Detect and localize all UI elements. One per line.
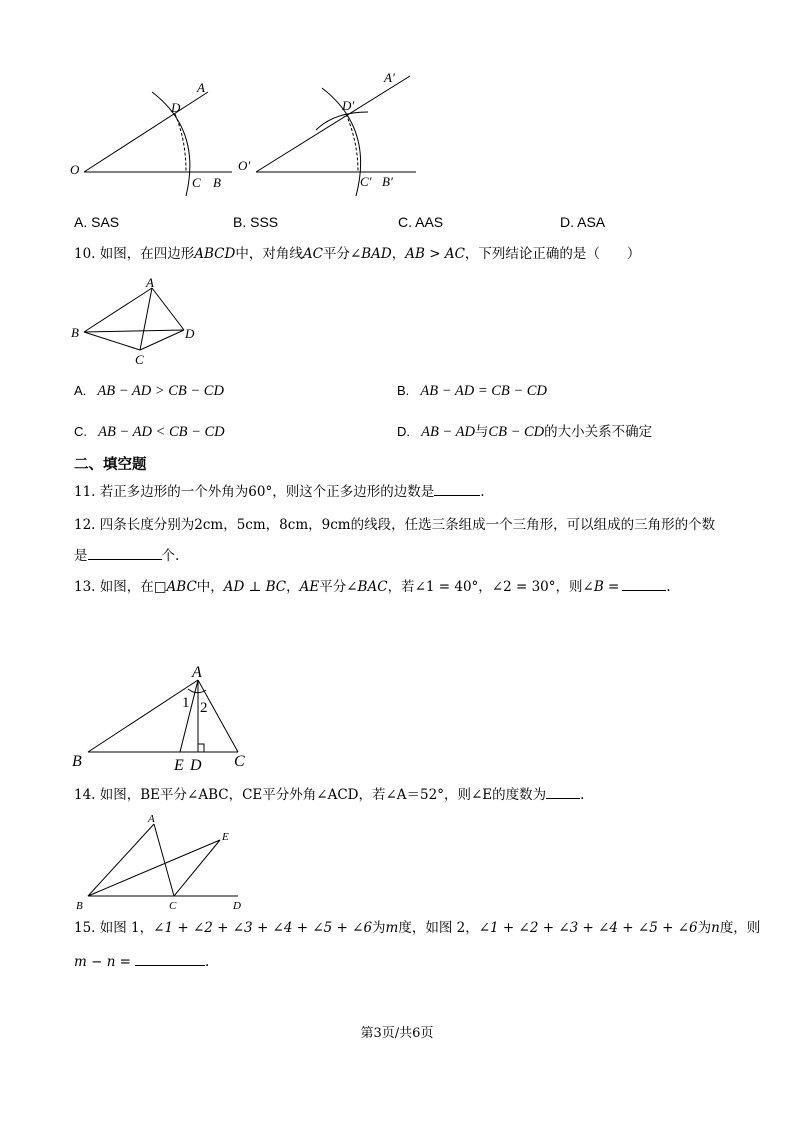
label-b: B: [72, 753, 82, 770]
q9-option-a: A. SAS: [74, 214, 120, 230]
page-footer: 第3页/共6页: [360, 1026, 434, 1041]
q12-line2: [74, 547, 179, 565]
q15-a: 为: [372, 920, 386, 936]
q13-d: ，若: [387, 579, 415, 595]
q10-option-d: [397, 421, 652, 441]
q11-val: 60°: [248, 484, 273, 500]
seg-ae: [180, 680, 198, 752]
q13: [74, 578, 671, 596]
q14: [74, 786, 584, 804]
q13-e: ，: [478, 579, 492, 595]
seg-ac: [154, 824, 174, 896]
q10-option-d-end: 的大小关系不确定: [544, 424, 653, 440]
seg-ce: [174, 840, 220, 896]
seg-be: [88, 840, 220, 896]
label-o: O: [70, 162, 80, 177]
label-c: C: [169, 900, 177, 912]
q10-option-c-text: AB − AD < CB − CD: [98, 424, 225, 440]
q14-end: .: [580, 787, 585, 803]
q13-perp: AD ⊥ BC: [223, 579, 287, 595]
q15-n: n: [711, 920, 720, 936]
label-a: A: [192, 664, 202, 681]
q15-line2: [74, 953, 209, 971]
q10-stem-c: 平分: [322, 246, 350, 262]
label-a: A: [146, 275, 154, 290]
arc-dashed: [175, 114, 186, 172]
q10-option-d-math2: CB − CD: [488, 424, 545, 440]
label-e: E: [222, 831, 229, 843]
label-angle-2: 2: [200, 700, 208, 716]
q10-stem-b: 中，对角线: [235, 246, 303, 262]
q15-end: .: [205, 954, 210, 970]
seg-ad: [152, 288, 184, 330]
seg-cd: [140, 330, 184, 350]
label-b: B: [71, 325, 79, 340]
q9-option-b: B. SSS: [233, 214, 279, 230]
q10-quad: ABCD: [194, 246, 236, 262]
q13-ae: AE: [299, 579, 320, 595]
seg-ab: [84, 288, 152, 332]
q13-answer-blank[interactable]: [622, 578, 666, 591]
label-e: E: [174, 757, 184, 774]
q13-pre: 13. 如图，在: [74, 579, 154, 595]
label-b: B: [213, 175, 221, 190]
q10-option-d-math1: AB − AD: [421, 424, 475, 440]
q13-a: 中，: [196, 579, 224, 595]
label-c: C: [192, 175, 201, 190]
q10-option-d-mid: 与: [474, 424, 489, 440]
q10-angle: ∠BAD: [349, 246, 392, 262]
q9-figure-1: [60, 70, 240, 200]
q13-angb: ∠B =: [582, 579, 620, 595]
label-a: A: [197, 80, 205, 95]
q11-answer-blank[interactable]: [434, 483, 480, 496]
q14-answer-blank[interactable]: [546, 786, 580, 799]
q13-tri: □ABC: [153, 579, 197, 595]
label-a: A: [148, 813, 155, 825]
label-d: D: [171, 100, 181, 115]
q10-figure: [66, 272, 206, 368]
q10-stem-d: ，: [391, 246, 406, 262]
seg-bd: [84, 330, 184, 332]
q10-cond: AB > AC: [405, 246, 465, 262]
q10-option-d-label: D.: [397, 424, 410, 439]
label-c: C: [234, 753, 245, 770]
q10-option-b: [397, 380, 547, 400]
seg-bc: [84, 332, 140, 350]
q12-answer-blank[interactable]: [88, 547, 162, 560]
label-a-prime: A′: [384, 70, 395, 85]
q11-post: ，则这个正多边形的边数是: [272, 484, 435, 500]
q10-stem-a: 10. 如图，在四边形: [74, 246, 195, 262]
label-d: D: [185, 326, 195, 341]
q13-ang1: ∠1 = 40°: [414, 579, 479, 595]
q9-option-d: D. ASA: [560, 214, 606, 230]
q9-option-c: C. AAS: [398, 214, 444, 230]
q10-stem-e: ，下列结论正确的是（ ）: [464, 246, 641, 262]
label-b: B: [76, 900, 83, 912]
q10-option-a-text: AB − AD > CB − CD: [97, 383, 224, 399]
q10-stem: [74, 245, 640, 263]
q14-text: 14. 如图，BE平分∠ABC，CE平分外角∠ACD，若∠A＝52°，则∠E的度数为: [74, 787, 547, 803]
ray-o-a-prime: [256, 76, 410, 172]
q15-expr: m − n =: [74, 954, 131, 970]
q10-option-c-label: C.: [74, 424, 87, 439]
label-c-prime: C′: [360, 174, 372, 189]
q13-ang2: ∠2 = 30°: [491, 579, 556, 595]
q10-option-a-label: A.: [74, 383, 87, 398]
q15-b: 度，如图 2，: [398, 920, 479, 936]
label-c: C: [135, 352, 144, 367]
section-heading: 二、填空题: [74, 456, 147, 473]
q13-figure: [66, 660, 266, 775]
q15-c: 为: [697, 920, 712, 936]
seg-ab: [88, 680, 198, 752]
q9-figure-2: [234, 62, 424, 202]
q10-option-a: [74, 380, 224, 400]
q10-option-c: [74, 421, 225, 441]
q12-line2-pre: 是: [74, 548, 88, 564]
q15-m: m: [385, 920, 399, 936]
right-angle-mark: [198, 744, 204, 752]
label-o-prime: O′: [238, 158, 251, 173]
arc-small-prime: [316, 112, 368, 130]
q13-bac: ∠BAC: [346, 579, 388, 595]
label-b-prime: B′: [382, 174, 393, 189]
q15-answer-blank[interactable]: [135, 953, 205, 966]
q11-pre: 11. 若正多边形的一个外角为: [74, 484, 249, 500]
q15-d: 度，则: [719, 920, 761, 936]
q15-pre: 15. 如图 1，: [74, 920, 154, 936]
q15-sum1: ∠1 + ∠2 + ∠3 + ∠4 + ∠5 + ∠6: [153, 920, 373, 936]
q12-line2-post: 个.: [161, 548, 180, 564]
q15-line1: [74, 919, 760, 937]
q11: [74, 483, 485, 501]
q13-b: ，: [286, 579, 300, 595]
q10-option-b-text: AB − AD = CB − CD: [420, 383, 547, 399]
q14-figure: [66, 808, 266, 912]
label-d-prime: D′: [342, 98, 355, 113]
q13-c: 平分: [319, 579, 347, 595]
q10-option-b-label: B.: [397, 383, 410, 398]
q10-diag: AC: [302, 246, 323, 262]
label-d: D: [190, 757, 202, 774]
q11-end: .: [480, 484, 485, 500]
q13-g: .: [666, 579, 671, 595]
seg-ac: [140, 288, 152, 350]
q13-f: ，则: [555, 579, 583, 595]
q15-sum2: ∠1 + ∠2 + ∠3 + ∠4 + ∠5 + ∠6: [478, 920, 698, 936]
seg-ab: [88, 824, 154, 896]
label-angle-1: 1: [182, 695, 190, 711]
label-d: D: [233, 900, 241, 912]
q12-line1: 12. 四条长度分别为2cm，5cm，8cm，9cm的线段，任选三条组成一个三角形，可以组成的三角形的个数: [74, 517, 716, 533]
